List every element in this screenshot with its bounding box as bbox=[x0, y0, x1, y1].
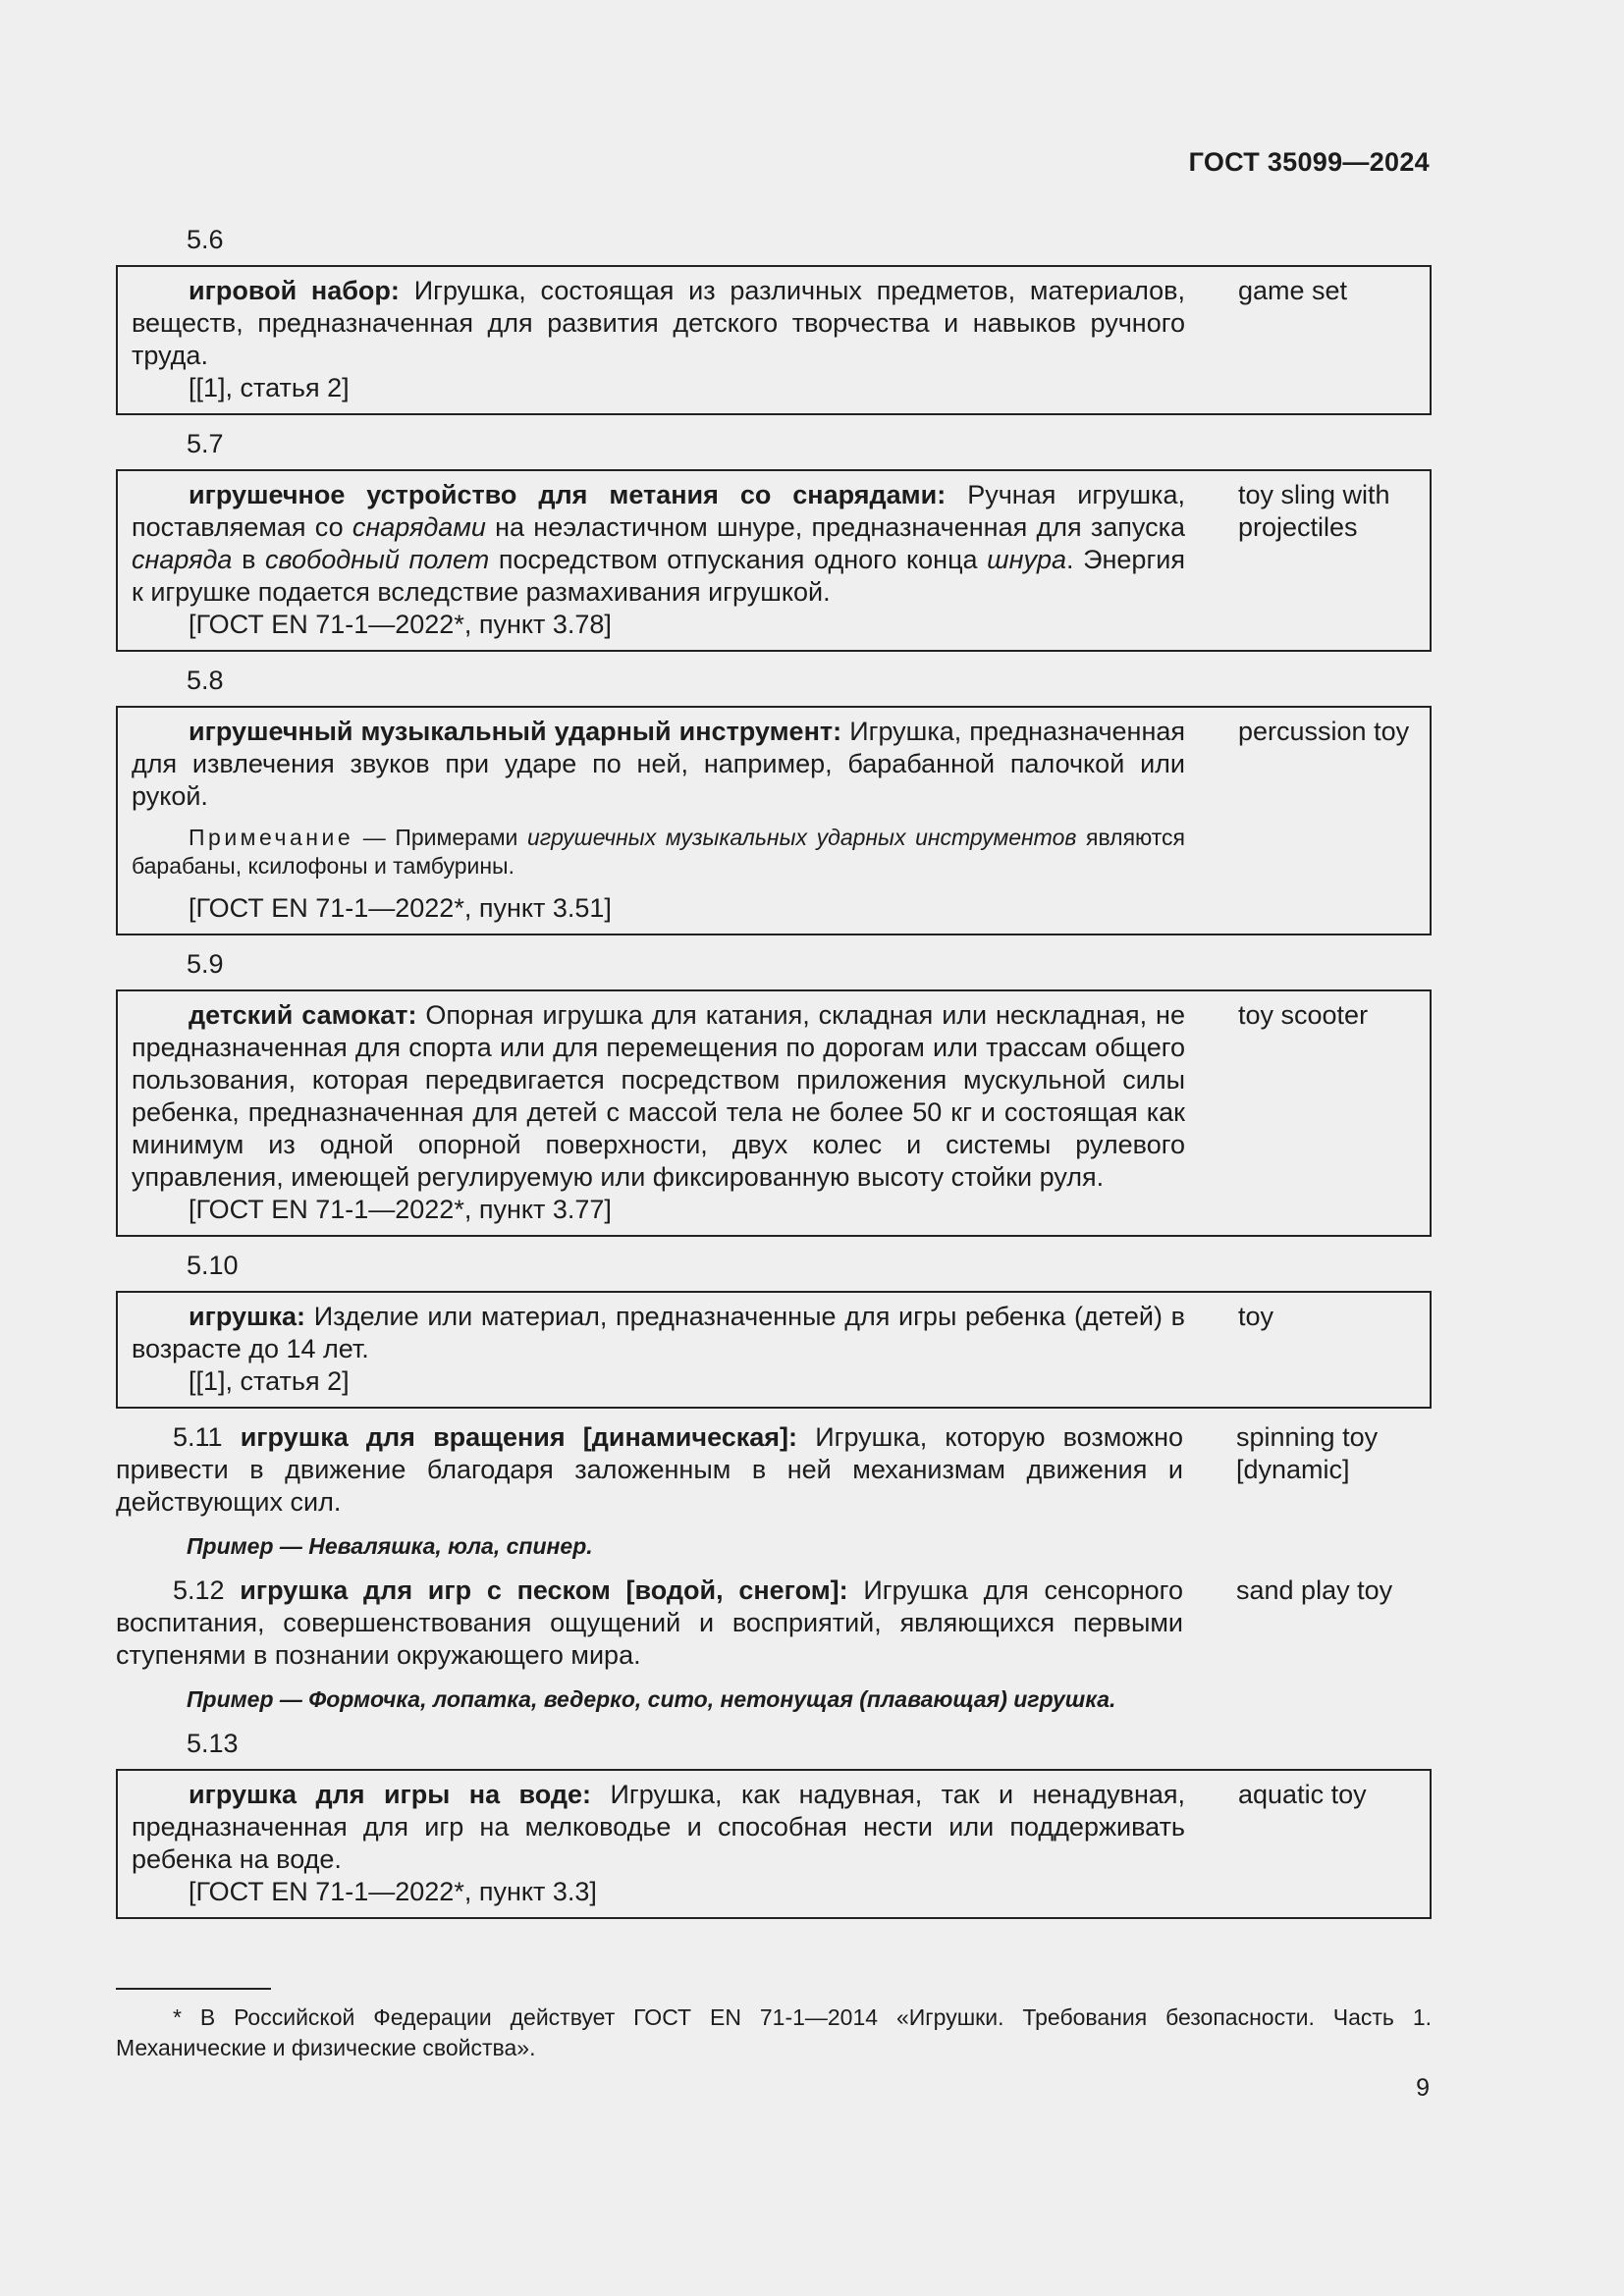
term-number: 5.13 bbox=[187, 1729, 239, 1758]
term-text bbox=[132, 479, 1185, 641]
term-box bbox=[116, 265, 1432, 415]
term-number: 5.7 bbox=[187, 429, 224, 458]
term-source: [ГОСТ EN 71-1—2022*, пункт 3.78] bbox=[189, 610, 612, 639]
term-english: aquatic toy bbox=[1238, 1780, 1367, 1809]
term-english: toy scooter bbox=[1238, 1000, 1369, 1030]
term-number: 5.9 bbox=[187, 949, 224, 979]
term-definition: Опорная игрушка для катания, складная или нескладная, не предназначенная для спорта или для перемещения по дорогам или трассам общего пользования, которая передвигается посредством приложения мускульной силы ребенка, предназначенная для детей с массой тела не более 50 кг и состоящая как минимум из одной опорной поверхности, двух колес и системы рулевого управления, имеющей регулируемую или фиксированную высоту стойки руля. bbox=[132, 1000, 1185, 1192]
term-text bbox=[116, 1421, 1183, 1519]
term-text bbox=[132, 999, 1185, 1226]
term-box bbox=[116, 469, 1432, 652]
term-english: spinning toy [dynamic] bbox=[1236, 1422, 1379, 1484]
term-definition: Ручная игрушка, поставляемая со снарядами на неэластичном шнуре, предназначенная для запуска снаряда в свободный полет посредством отпускания одного конца шнура. Энергия к игрушке подается вследствие размахивания игрушкой. bbox=[132, 480, 1185, 607]
term-box bbox=[116, 1769, 1432, 1919]
term-text bbox=[116, 1575, 1183, 1672]
term-english: percussion toy bbox=[1238, 717, 1410, 746]
term-source: [[1], статья 2] bbox=[189, 373, 350, 402]
term-name: игрушечный музыкальный ударный инструмент: bbox=[189, 717, 842, 746]
page-number: 9 bbox=[1416, 2074, 1430, 2102]
term-text bbox=[132, 1779, 1185, 1908]
term-entry bbox=[116, 1421, 1432, 1519]
term-name: игрушка для игры на воде: bbox=[189, 1780, 592, 1809]
term-source: [ГОСТ EN 71-1—2022*, пункт 3.3] bbox=[189, 1877, 597, 1906]
term-source: [ГОСТ EN 71-1—2022*, пункт 3.51] bbox=[189, 893, 612, 923]
term-name: игрушка для игр с песком [водой, снегом]: bbox=[240, 1575, 848, 1605]
term-definition: Игрушка, состоящая из различных предметов, материалов, веществ, предназначенная для развития детского творчества и навыков ручного труда. bbox=[132, 276, 1185, 370]
footnote-separator bbox=[116, 1988, 271, 1990]
term-entry bbox=[116, 1575, 1432, 1672]
term-name: игровой набор: bbox=[189, 276, 400, 305]
term-definition: Игрушка, как надувная, так и ненадувная, предназначенная для игр на мелководье и способная нести или поддерживать ребенка на воде. bbox=[132, 1780, 1185, 1874]
term-definition: Игрушка, предназначенная для извлечения звуков при ударе по ней, например, барабанной палочкой или рукой. bbox=[132, 717, 1185, 811]
term-english: toy bbox=[1238, 1302, 1274, 1331]
term-english: sand play toy bbox=[1236, 1575, 1393, 1605]
term-source: [ГОСТ EN 71-1—2022*, пункт 3.77] bbox=[189, 1195, 612, 1224]
term-number: 5.8 bbox=[187, 666, 224, 695]
term-definition: Игрушка для сенсорного воспитания, совершенствования ощущений и восприятий, являющихся первыми ступенями в познании окружающего мира. bbox=[116, 1575, 1183, 1670]
term-note: Примечание — Примерами игрушечных музыкальных ударных инструментов являются барабаны, ксилофоны и тамбурины. bbox=[132, 825, 1185, 879]
term-box bbox=[116, 989, 1432, 1237]
term-example: Пример — Неваляшка, юла, спинер. bbox=[187, 1533, 593, 1559]
term-english: toy sling with projectiles bbox=[1238, 480, 1390, 542]
term-box bbox=[116, 706, 1432, 935]
term-number: 5.6 bbox=[187, 225, 224, 254]
term-number: 5.11 bbox=[173, 1422, 223, 1452]
term-definition: Игрушка, которую возможно привести в движение благодаря заложенным в ней механизмам движения и действующих сил. bbox=[116, 1422, 1184, 1517]
footnote: * В Российской Федерации действует ГОСТ EN 71-1—2014 «Игрушки. Требования безопасности. Часть 1. Механические и физические свойства». bbox=[116, 2004, 1432, 2060]
term-name: игрушечное устройство для метания со снарядами: bbox=[189, 480, 947, 509]
term-example: Пример — Формочка, лопатка, ведерко, сито, нетонущая (плавающая) игрушка. bbox=[187, 1686, 1116, 1712]
term-source: [[1], статья 2] bbox=[189, 1366, 350, 1396]
term-number: 5.10 bbox=[187, 1251, 239, 1280]
term-definition: Изделие или материал, предназначенные для игры ребенка (детей) в возрасте до 14 лет. bbox=[132, 1302, 1185, 1363]
document-id: ГОСТ 35099—2024 bbox=[1188, 147, 1430, 177]
term-text bbox=[132, 716, 1185, 925]
term-english: game set bbox=[1238, 276, 1348, 305]
term-name: игрушка для вращения [динамическая]: bbox=[240, 1422, 798, 1452]
term-number: 5.12 bbox=[173, 1575, 225, 1605]
term-name: детский самокат: bbox=[189, 1000, 417, 1030]
term-name: игрушка: bbox=[189, 1302, 306, 1331]
term-box bbox=[116, 1291, 1432, 1409]
term-text bbox=[132, 1301, 1185, 1398]
term-text bbox=[132, 275, 1185, 404]
terms-list bbox=[116, 224, 1432, 1932]
